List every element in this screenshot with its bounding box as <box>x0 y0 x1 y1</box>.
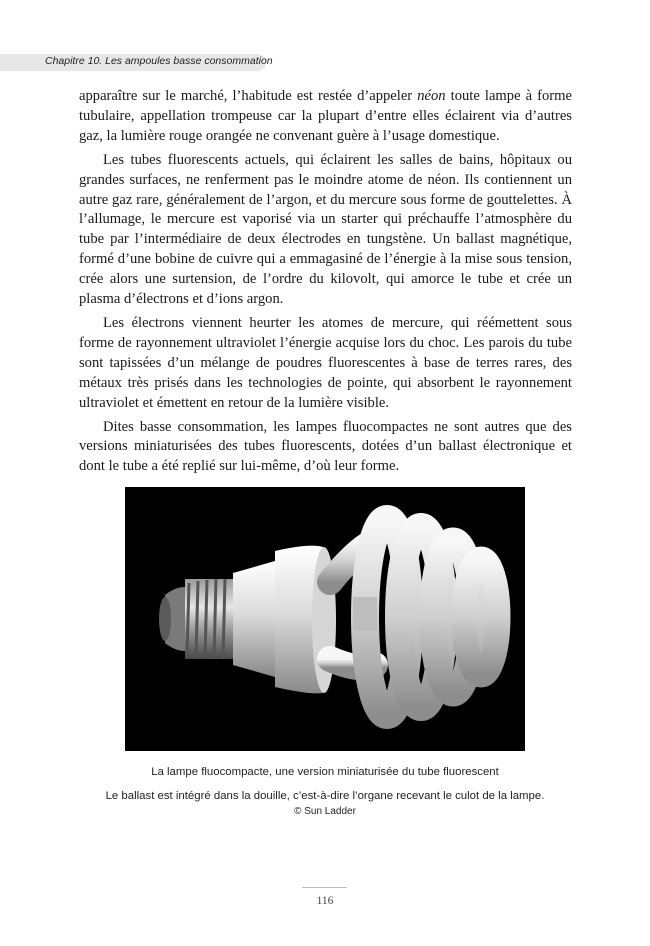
paragraph-1-emphasis: néon <box>417 88 446 104</box>
paragraph-1 <box>79 87 572 147</box>
paragraph-1-end: toute lampe à forme tubulaire, appellation trompeuse car la plupart d’entre elles éclairent via d’autres gaz, la lumière rouge orangée ne convenant guère à l’usage domestique. <box>79 88 572 144</box>
figure-caption: La lampe fluocompacte, une version miniaturisée du tube fluorescent <box>151 766 499 778</box>
body-text <box>79 87 572 481</box>
page-number: 116 <box>316 895 334 907</box>
footer-rule <box>302 887 347 888</box>
paragraph-1-start: apparaître sur le marché, l’habitude est restée d’appeler <box>79 88 418 104</box>
figure-note: Le ballast est intégré dans la douille, c’est-à-dire l’organe recevant le culot de la lampe. <box>105 790 545 802</box>
paragraph-3: Les électrons viennent heurter les atomes de mercure, qui réémettent sous forme de rayonnement ultraviolet l’énergie acquise lors du choc. Les parois du tube sont tapissées d’un mélange de poudres fluorescentes à base de terres rares, des métaux très prisés dans les technologies de pointe, qui absorbent le rayonnement ultraviolet et émettent en retour de la lumière visible. <box>79 314 572 411</box>
paragraph-2: Les tubes fluorescents actuels, qui éclairent les salles de bains, hôpitaux ou grandes surfaces, ne renferment pas le moindre atome de néon. Ils contiennent un autre gaz rare, généralement de l’argon, et du mercure sous forme de gouttelettes. À l’allumage, le mercure est vaporisé via un starter qui préchauffe l’atmosphère du tube par l’intermédiaire de deux électrodes en tungstène. Un ballast magnétique, formé d’une bobine de cuivre qui a emmagasiné de l’énergie à la mise sous tension, crée alors une surtension, de l’ordre du kilovolt, qui amorce le tube et crée un plasma d’électrons et d’ions argon. <box>79 151 572 308</box>
chapter-header: Chapitre 10. Les ampoules basse consommation <box>45 55 273 67</box>
cfl-bulb-illustration <box>125 487 525 751</box>
cfl-bulb-photo <box>125 487 525 751</box>
paragraph-4: Dites basse consommation, les lampes fluocompactes ne sont autres que des versions miniaturisées des tubes fluorescents, dotées d’un ballast électronique et dont le tube a été replié sur lui-même, d’où leur forme. <box>79 418 572 475</box>
figure-credit: © Sun Ladder <box>294 806 356 817</box>
